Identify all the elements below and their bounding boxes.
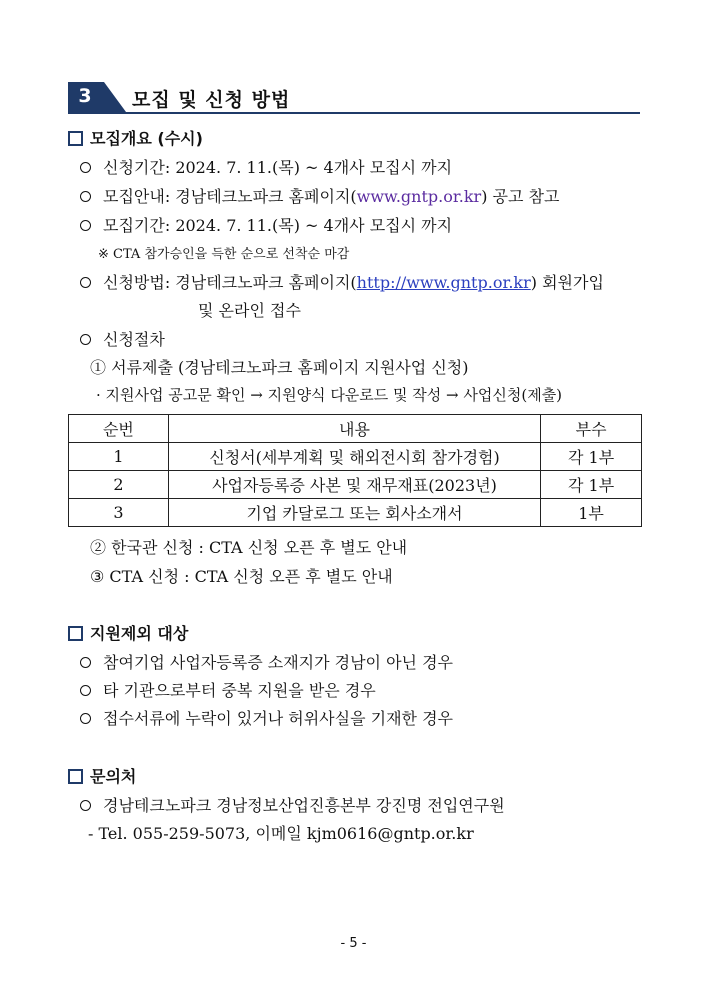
checkbox-square-icon	[68, 131, 83, 146]
procedure-step-2: ② 한국관 신청 : CTA 신청 오픈 후 별도 안내	[90, 538, 408, 557]
table-header-cell: 부수	[541, 415, 642, 443]
contact-detail: - Tel. 055-259-5073, 이메일 kjm0616@gntp.or.kr	[88, 824, 474, 843]
checkbox-square-icon	[68, 769, 83, 784]
contact-heading: 문의처	[68, 764, 136, 787]
list-item: 타 기관으로부터 중복 지원을 받은 경우	[80, 678, 376, 701]
table-cell: 2	[69, 471, 169, 499]
table-cell: 각 1부	[541, 471, 642, 499]
section-underline	[68, 112, 640, 114]
gntp-link[interactable]: www.gntp.or.kr	[356, 187, 482, 206]
list-item: 접수서류에 누락이 있거나 허위사실을 기재한 경우	[80, 706, 453, 729]
section-number-badge	[68, 82, 126, 112]
circle-bullet-icon	[80, 334, 91, 345]
table-row	[69, 499, 642, 527]
table-cell: 각 1부	[541, 443, 642, 471]
documents-table	[68, 414, 642, 527]
table-cell: 사업자등록증 사본 및 재무재표(2023년)	[168, 471, 540, 499]
procedure-step-3: ③ CTA 신청 : CTA 신청 오픈 후 별도 안내	[90, 567, 393, 586]
table-header-row	[69, 415, 642, 443]
recruit-notice: 모집안내: 경남테크노파크 홈페이지(www.gntp.or.kr) 공고 참고	[80, 184, 559, 207]
circle-bullet-icon	[80, 713, 91, 724]
section-number: 3	[78, 85, 92, 107]
section-header	[68, 82, 640, 114]
table-cell: 3	[69, 499, 169, 527]
circle-bullet-icon	[80, 800, 91, 811]
procedure-step-1: ① 서류제출 (경남테크노파크 홈페이지 지원사업 신청)	[90, 358, 469, 377]
circle-bullet-icon	[80, 191, 91, 202]
contact-org: 경남테크노파크 경남정보산업진흥본부 강진명 전입연구원	[80, 793, 505, 816]
circle-bullet-icon	[80, 277, 91, 288]
circle-bullet-icon	[80, 685, 91, 696]
section-title: 모집 및 신청 방법	[132, 89, 291, 111]
recruit-method-line2: 및 온라인 접수	[198, 301, 301, 320]
table-row	[69, 443, 642, 471]
table-row	[69, 471, 642, 499]
checkbox-square-icon	[68, 626, 83, 641]
procedure-step-1-flow: · 지원사업 공고문 확인 → 지원양식 다운로드 및 작성 → 사업신청(제출)	[96, 386, 563, 404]
gntp-url-link[interactable]: http://www.gntp.or.kr	[356, 273, 531, 292]
page-number: - 5 -	[340, 936, 367, 951]
recruit-heading: 모집개요 (수시)	[68, 126, 203, 149]
circle-bullet-icon	[80, 162, 91, 173]
table-header-cell: 내용	[168, 415, 540, 443]
table-header-cell: 순번	[69, 415, 169, 443]
exclusion-heading: 지원제외 대상	[68, 621, 188, 644]
recruit-method: 신청방법: 경남테크노파크 홈페이지(http://www.gntp.or.kr) 회원가입	[80, 270, 604, 293]
recruit-procedure: 신청절차	[80, 327, 165, 350]
table-cell: 신청서(세부계획 및 해외전시회 참가경험)	[168, 443, 540, 471]
list-item: 참여기업 사업자등록증 소재지가 경남이 아닌 경우	[80, 650, 453, 673]
table-cell: 1	[69, 443, 169, 471]
recruit-period: 신청기간: 2024. 7. 11.(목) ~ 4개사 모집시 까지	[80, 155, 452, 178]
table-cell: 기업 카달로그 또는 회사소개서	[168, 499, 540, 527]
table-cell: 1부	[541, 499, 642, 527]
circle-bullet-icon	[80, 220, 91, 231]
circle-bullet-icon	[80, 657, 91, 668]
recruit-recruit-period: 모집기간: 2024. 7. 11.(목) ~ 4개사 모집시 까지	[80, 213, 452, 236]
recruit-note: ※ CTA 참가승인을 득한 순으로 선착순 마감	[98, 247, 350, 262]
